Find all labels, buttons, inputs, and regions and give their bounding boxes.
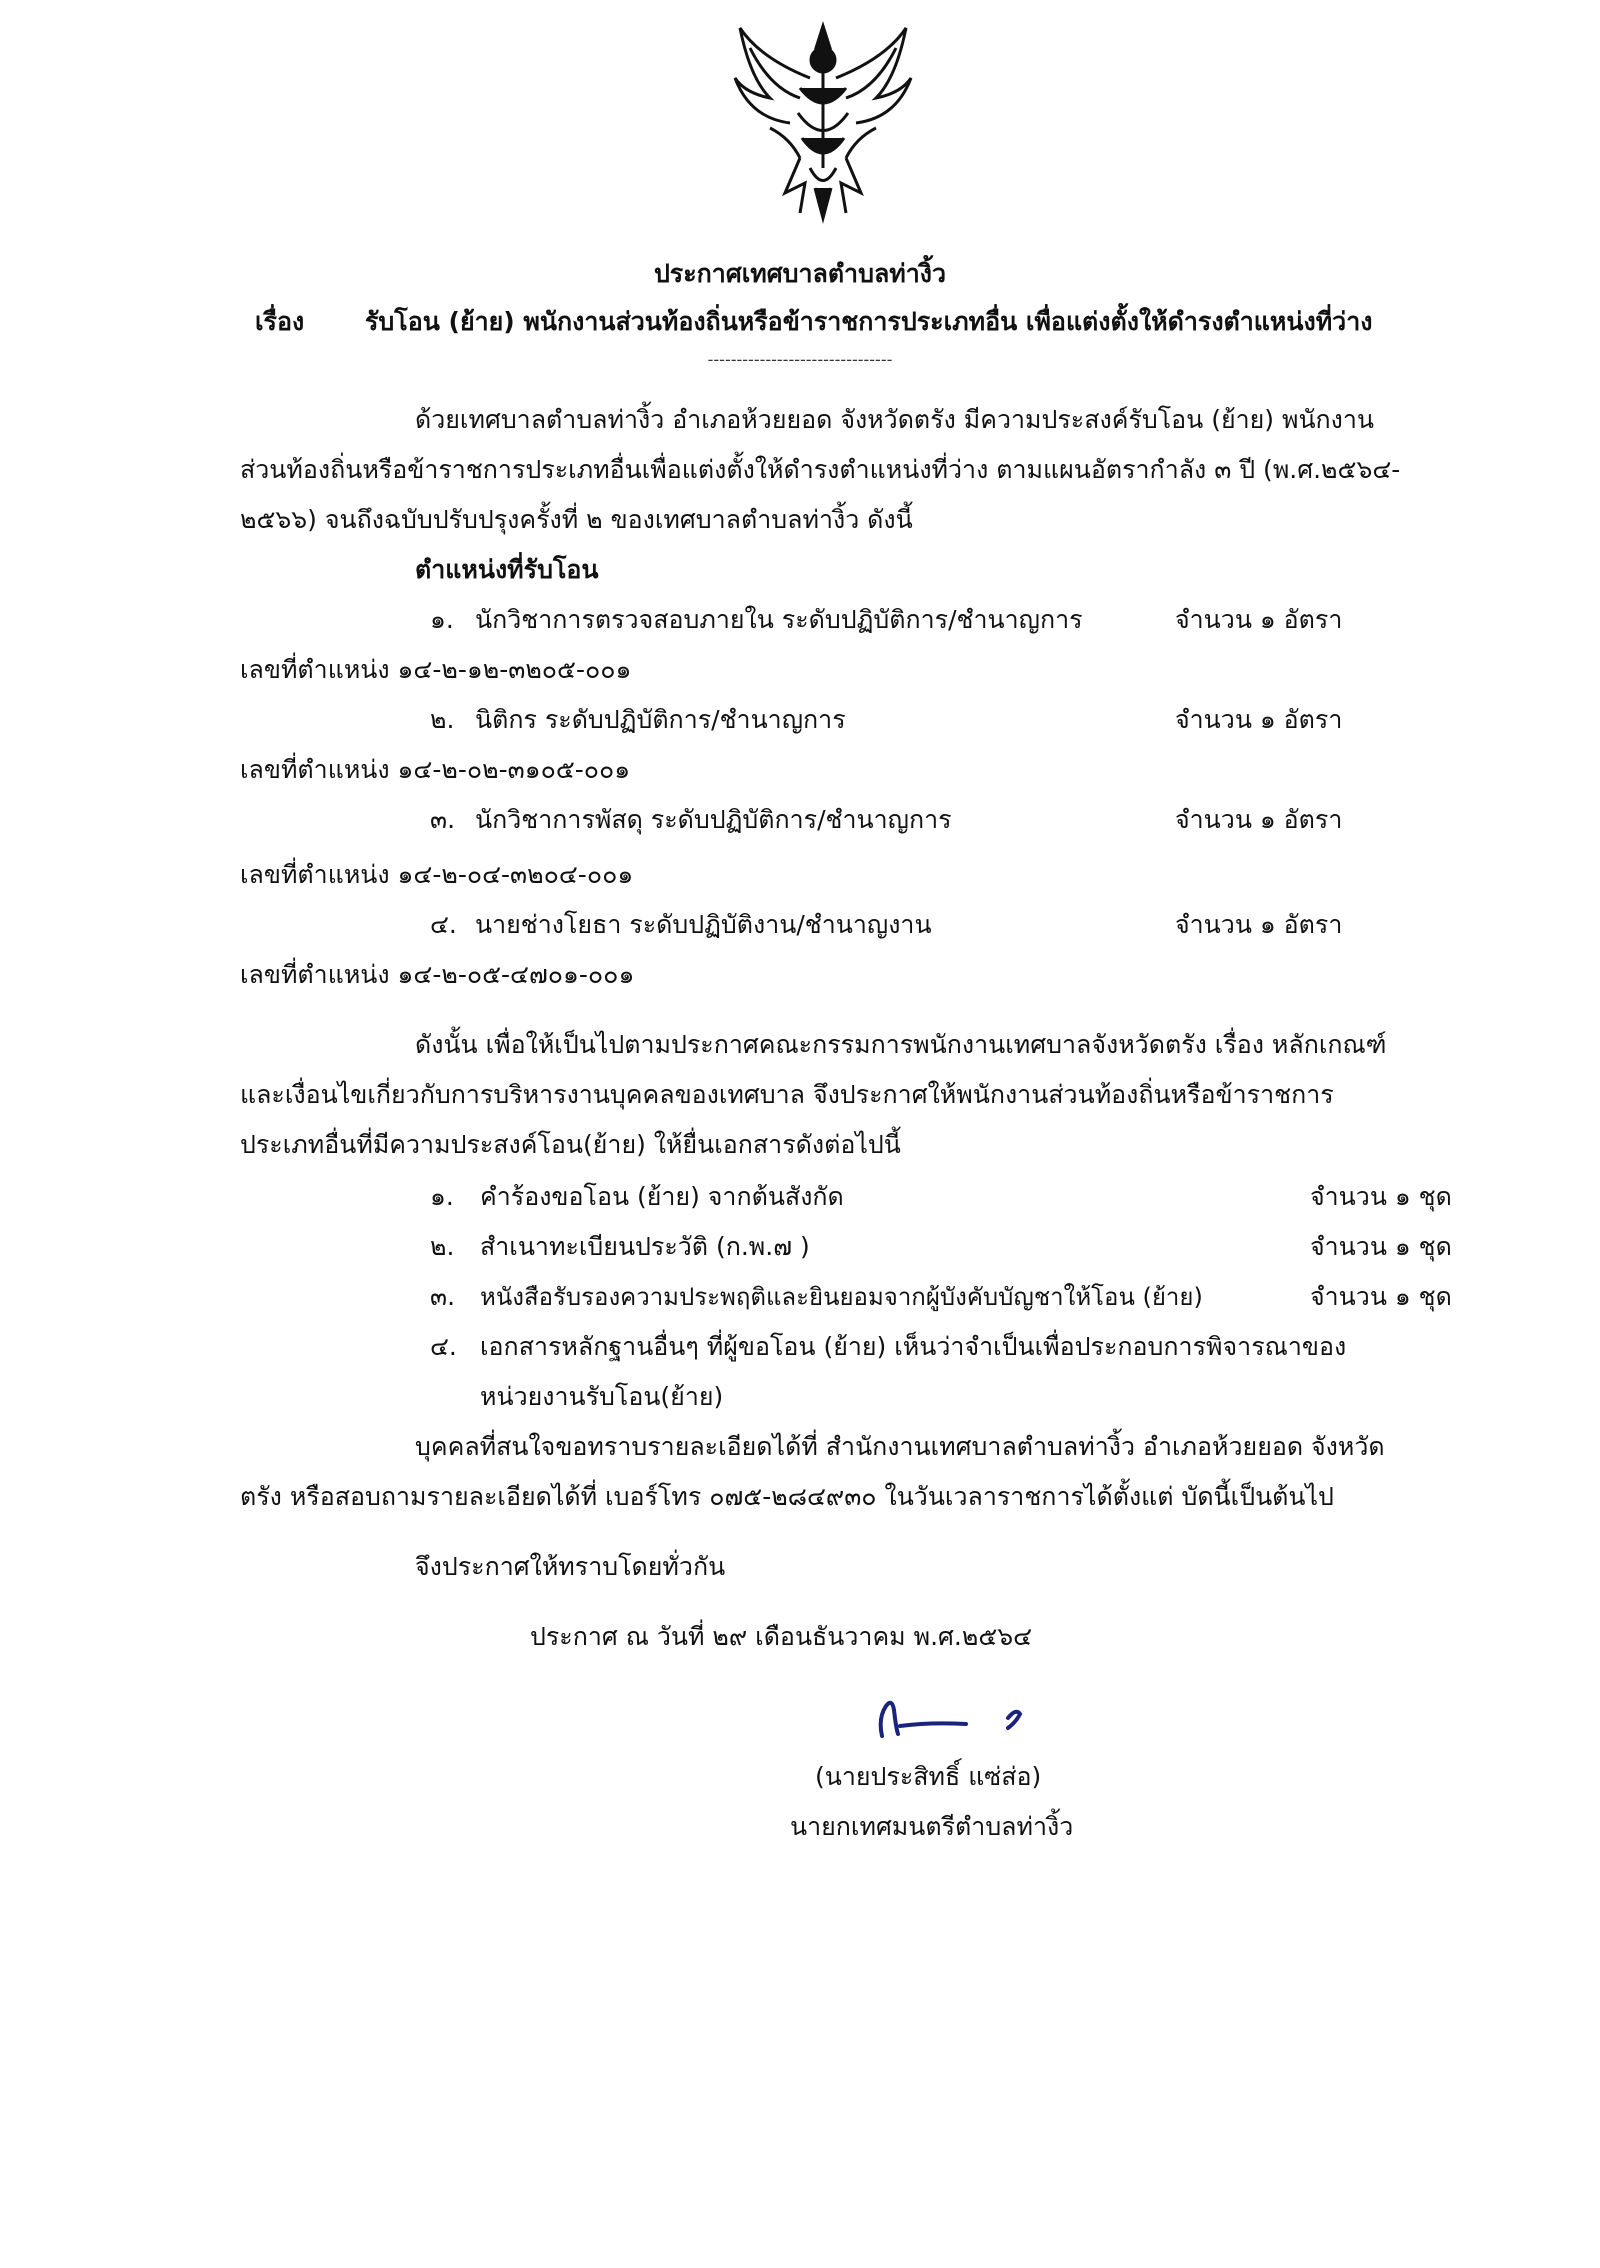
document-text: หนังสือรับรองความประพฤติและยินยอมจากผู้บังคับบัญชาให้โอน (ย้าย) xyxy=(480,1283,1203,1311)
intro-line-3: ๒๕๖๖) จนถึงฉบับปรับปรุงครั้งที่ ๒ ของเทศบาลตำบลท่างิ้ว ดังนี้ xyxy=(240,505,913,534)
position-title: นิติกร ระดับปฏิบัติการ/ชำนาญการ xyxy=(475,705,846,734)
header-divider: -------------------------------- xyxy=(707,350,893,369)
document-number: ๓. xyxy=(430,1282,456,1311)
position-title: นักวิชาการพัสดุ ระดับปฏิบัติการ/ชำนาญการ xyxy=(475,805,952,834)
position-code: เลขที่ตำแหน่ง ๑๔-๒-๐๒-๓๑๐๕-๐๐๑ xyxy=(240,755,631,784)
position-title: นายช่างโยธา ระดับปฏิบัติงาน/ชำนาญงาน xyxy=(475,910,932,939)
contact-line-2: ตรัง หรือสอบถามรายละเอียดได้ที่ เบอร์โทร ๐๗๕-๒๘๔๙๓๐ ในวันเวลาราชการได้ตั้งแต่ บัดนี้เป็นต้นไป xyxy=(240,1482,1334,1511)
announcement-title: ประกาศเทศบาลตำบลท่างิ้ว xyxy=(653,259,947,288)
document-text: เอกสารหลักฐานอื่นๆ ที่ผู้ขอโอน (ย้าย) เห็นว่าจำเป็นเพื่อประกอบการพิจารณาของ xyxy=(480,1332,1347,1361)
signer-name: (นายประสิทธิ์ แซ่ส่อ) xyxy=(815,1762,1042,1791)
position-number: ๓. xyxy=(430,805,456,834)
signature-icon xyxy=(870,1688,1050,1748)
garuda-emblem-icon xyxy=(730,18,916,226)
document-count: จำนวน ๑ ชุด xyxy=(1310,1182,1452,1211)
announcement-date: ประกาศ ณ วันที่ ๒๙ เดือนธันวาคม พ.ศ.๒๕๖๔ xyxy=(530,1622,1033,1651)
position-code: เลขที่ตำแหน่ง ๑๔-๒-๐๔-๓๒๐๔-๐๐๑ xyxy=(240,860,634,889)
document-text-continued: หน่วยงานรับโอน(ย้าย) xyxy=(480,1382,724,1411)
document-text: คำร้องขอโอน (ย้าย) จากต้นสังกัด xyxy=(480,1182,844,1211)
document-number: ๑. xyxy=(430,1182,454,1211)
position-number: ๑. xyxy=(430,605,454,634)
document-number: ๔. xyxy=(430,1332,457,1361)
signer-title: นายกเทศมนตรีตำบลท่างิ้ว xyxy=(790,1812,1074,1841)
document-count: จำนวน ๑ ชุด xyxy=(1310,1232,1452,1261)
position-number: ๔. xyxy=(430,910,457,939)
position-code: เลขที่ตำแหน่ง ๑๔-๒-๐๕-๔๗๐๑-๐๐๑ xyxy=(240,960,635,989)
subject-label: เรื่อง xyxy=(255,307,305,336)
position-number: ๒. xyxy=(430,705,455,734)
document-text: สำเนาทะเบียนประวัติ (ก.พ.๗ ) xyxy=(480,1232,810,1261)
position-count: จำนวน ๑ อัตรา xyxy=(1175,910,1343,939)
position-count: จำนวน ๑ อัตรา xyxy=(1175,805,1343,834)
position-title: นักวิชาการตรวจสอบภายใน ระดับปฏิบัติการ/ชำนาญการ xyxy=(475,605,1083,634)
document-count: จำนวน ๑ ชุด xyxy=(1310,1282,1452,1311)
positions-heading: ตำแหน่งที่รับโอน xyxy=(415,555,599,584)
requirements-line-1: ดังนั้น เพื่อให้เป็นไปตามประกาศคณะกรรมการพนักงานเทศบาลจังหวัดตรัง เรื่อง หลักเกณฑ์ xyxy=(415,1030,1387,1059)
position-count: จำนวน ๑ อัตรา xyxy=(1175,605,1343,634)
intro-line-2: ส่วนท้องถิ่นหรือข้าราชการประเภทอื่นเพื่อแต่งตั้งให้ดำรงตำแหน่งที่ว่าง ตามแผนอัตรากำลัง ๓ ปี (พ.ศ.๒๕๖๔- xyxy=(240,455,1401,484)
position-count: จำนวน ๑ อัตรา xyxy=(1175,705,1343,734)
subject-text: รับโอน (ย้าย) พนักงานส่วนท้องถิ่นหรือข้าราชการประเภทอื่น เพื่อแต่งตั้งให้ดำรงตำแหน่งที่ว่าง xyxy=(365,307,1373,336)
contact-line-1: บุคคลที่สนใจขอทราบรายละเอียดได้ที่ สำนักงานเทศบาลตำบลท่างิ้ว อำเภอห้วยยอด จังหวัด xyxy=(415,1432,1385,1461)
position-code: เลขที่ตำแหน่ง ๑๔-๒-๑๒-๓๒๐๕-๐๐๑ xyxy=(240,655,632,684)
requirements-line-3: ประเภทอื่นที่มีความประสงค์โอน(ย้าย) ให้ยื่นเอกสารดังต่อไปนี้ xyxy=(240,1130,901,1159)
closing-announce: จึงประกาศให้ทราบโดยทั่วกัน xyxy=(415,1552,726,1581)
intro-line-1: ด้วยเทศบาลตำบลท่างิ้ว อำเภอห้วยยอด จังหวัดตรัง มีความประสงค์รับโอน (ย้าย) พนักงาน xyxy=(415,405,1375,434)
document-number: ๒. xyxy=(430,1232,455,1261)
requirements-line-2: และเงื่อนไขเกี่ยวกับการบริหารงานบุคคลของเทศบาล จึงประกาศให้พนักงานส่วนท้องถิ่นหรือข้าราชการ xyxy=(240,1080,1334,1109)
